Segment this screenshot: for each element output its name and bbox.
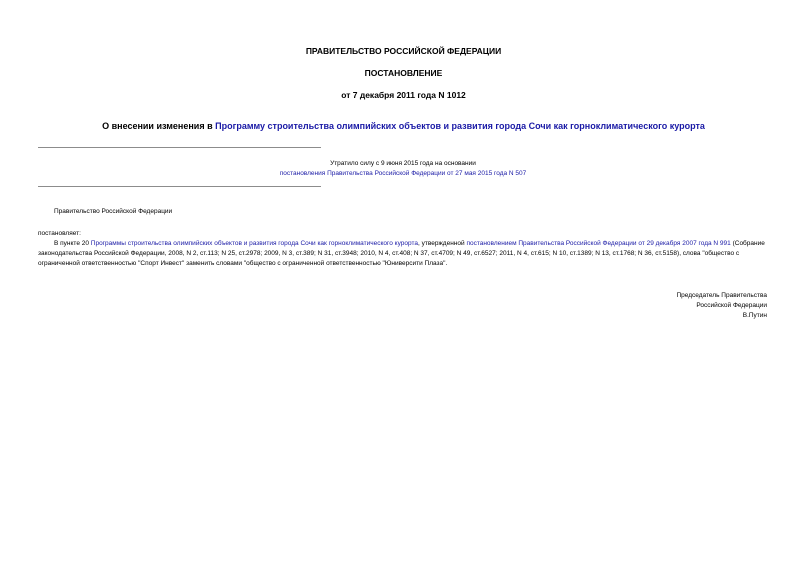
divider-bottom [38,186,321,187]
status-note-text: Утратило силу с 9 июня 2015 года на основании [330,160,476,167]
document-date-number: от 7 декабря 2011 года N 1012 [341,90,466,100]
main-paragraph [38,239,772,269]
issuing-authority: ПРАВИТЕЛЬСТВО РОССИЙСКОЙ ФЕДЕРАЦИИ [305,46,502,56]
title-prefix: О внесении изменения в [102,121,216,131]
signature-position: Председатель Правительства [676,292,767,299]
para-prefix: В пункте 20 [54,240,91,247]
document-title [0,121,807,131]
program-link[interactable]: Программы строительства олимпийских объектов и развития города Сочи как горноклиматического курорта [90,240,418,247]
signature-name: В.Путин [742,312,767,319]
para-rest: (Собрание законодательства Российской Федерации, 2008, N 2, ст.113; N 25, ст.2978; 2009, N 3, ст.389; N 31, ст.3948; 2010, N 4, ст.408; N 37, ст.4709; N 49, ст.6527; 2011, N 4, ст.615; N 10, ст.1389; N 13, ст.1768; N 36, ст.5158), слова "общество с ограниченной ответственностью "Спорт Инвест" заменить словами "общество с ограниченной ответственностью "Юниверсити Плаза". [38,240,765,267]
resolves-line: постановляет: [38,230,81,237]
status-note-decree-link[interactable]: постановления Правительства Российской Федерации от 27 мая 2015 года N 507 [279,170,527,177]
divider-top [38,147,321,148]
signature-organization: Российской Федерации [696,302,767,309]
status-note-line2 [38,169,768,179]
document-type: ПОСТАНОВЛЕНИЕ [364,68,443,78]
title-program-link[interactable]: Программу строительства олимпийских объектов и развития города Сочи как горноклиматического курорта [215,121,705,131]
para-mid: , утвержденной [418,240,467,247]
issuer-line: Правительство Российской Федерации [54,208,173,215]
decree-991-link[interactable]: постановлением Правительства Российской Федерации от 29 декабря 2007 года N 991 [466,240,731,247]
